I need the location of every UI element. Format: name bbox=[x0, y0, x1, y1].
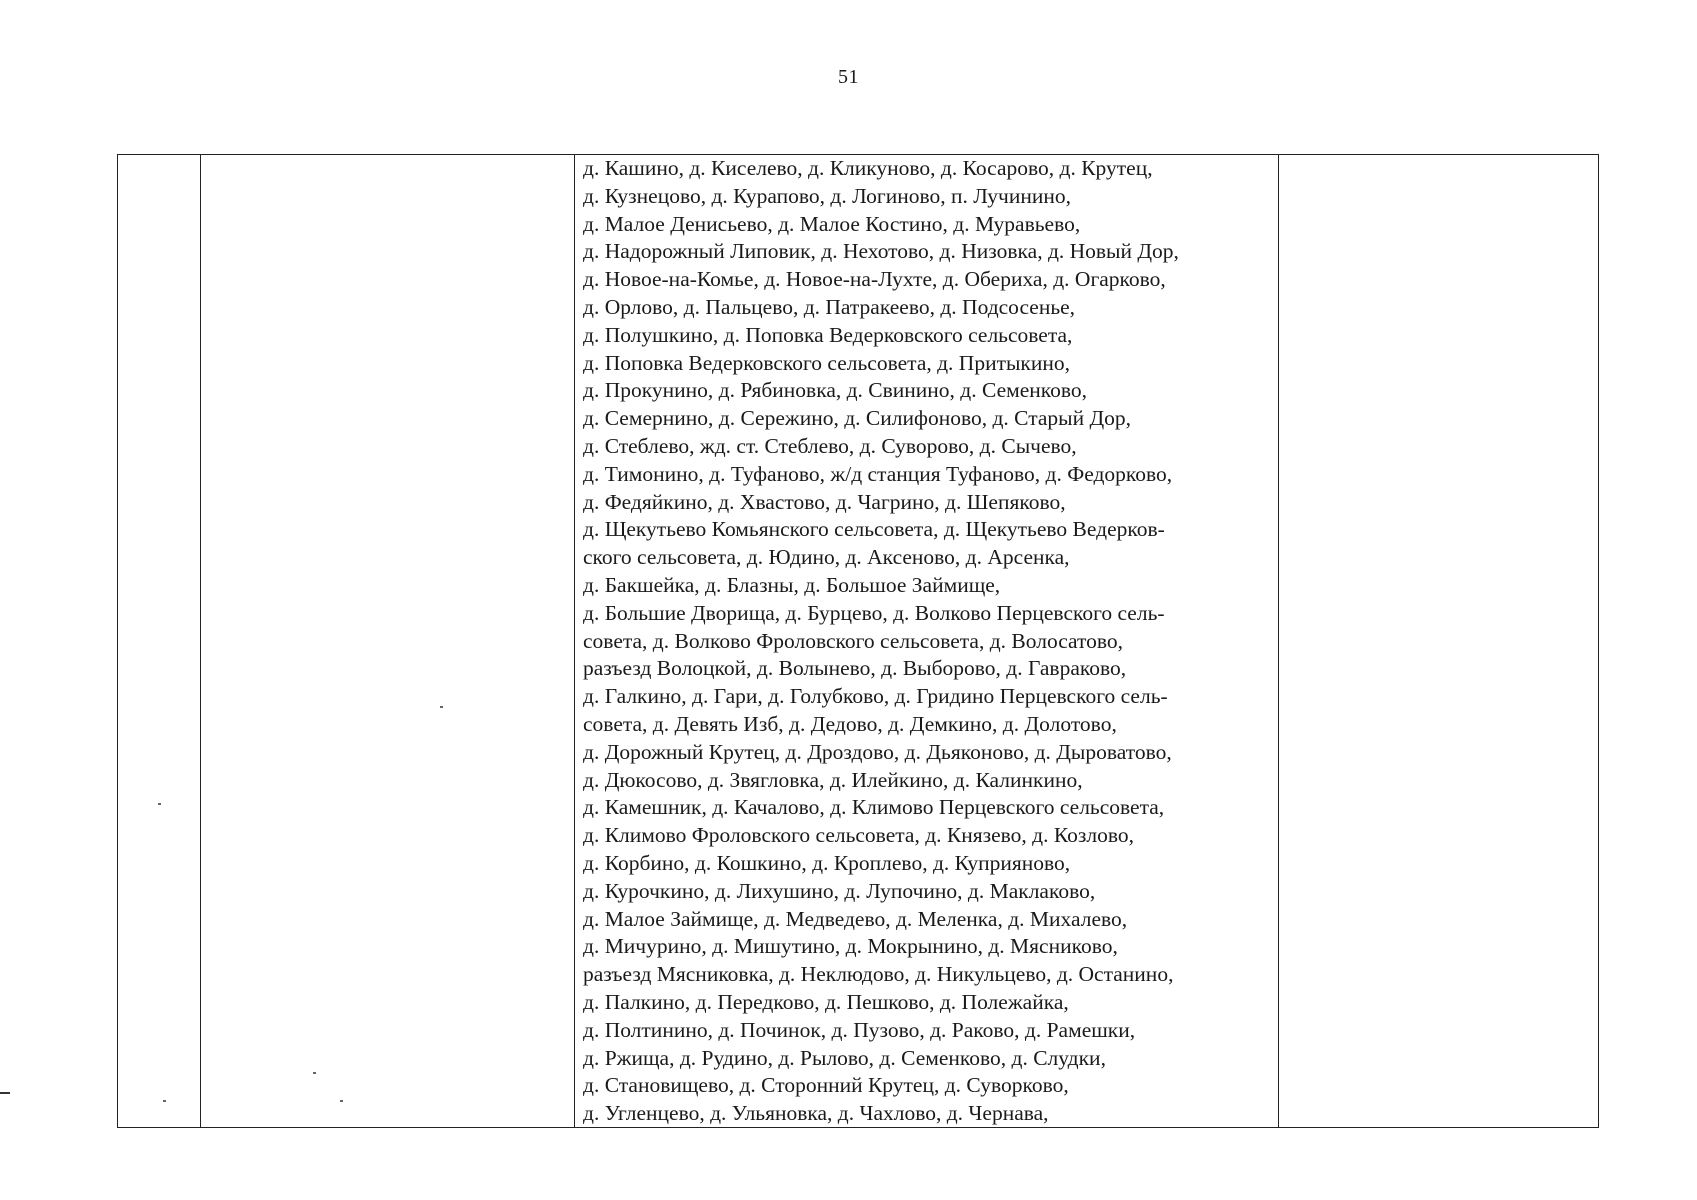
text-line: д. Малое Займище, д. Медведево, д. Меленка, д. Михалево, bbox=[583, 906, 1128, 931]
text-line: ского сельсовета, д. Юдино, д. Аксеново, д. Арсенка, bbox=[583, 545, 1070, 570]
text-line: д. Камешник, д. Качалово, д. Климово Перцевского сельсовета, bbox=[583, 795, 1165, 820]
scan-speck bbox=[158, 803, 161, 805]
text-line: д. Поповка Ведерковского сельсовета, д. Притыкино, bbox=[583, 350, 1071, 375]
text-line: д. Кашино, д. Киселево, д. Кликуново, д. Косарово, д. Крутец, bbox=[583, 156, 1153, 180]
text-line: д. Надорожный Липовик, д. Нехотово, д. Низовка, д. Новый Дор, bbox=[583, 239, 1179, 264]
column-divider bbox=[200, 155, 201, 1127]
scan-speck bbox=[440, 706, 443, 708]
settlements-list-cell bbox=[583, 155, 1273, 1128]
text-line: разъезд Мясниковка, д. Неклюдово, д. Никульцево, д. Останино, bbox=[583, 962, 1174, 987]
text-line: д. Кузнецово, д. Курапово, д. Логиново, п. Лучинино, bbox=[583, 183, 1071, 208]
text-line: д. Угленцево, д. Ульяновка, д. Чахлово, д. Чернава, bbox=[583, 1101, 1049, 1126]
text-line: д. Бакшейка, д. Блазны, д. Большое Займище, bbox=[583, 572, 1001, 597]
text-line: д. Большие Дворища, д. Бурцево, д. Волково Перцевского сель- bbox=[583, 600, 1165, 625]
text-line: д. Новое-на-Комье, д. Новое-на-Лухте, д. Обериха, д. Огарково, bbox=[583, 267, 1166, 292]
column-divider bbox=[1278, 155, 1279, 1127]
text-line: д. Прокунино, д. Рябиновка, д. Свинино, д. Семенково, bbox=[583, 378, 1088, 403]
text-line: д. Орлово, д. Пальцево, д. Патракеево, д. Подсосенье, bbox=[583, 294, 1076, 319]
text-line: д. Курочкино, д. Лихушино, д. Лупочино, д. Маклаково, bbox=[583, 878, 1096, 903]
scan-speck bbox=[340, 1100, 343, 1102]
text-line: д. Полтинино, д. Починок, д. Пузово, д. Раково, д. Рамешки, bbox=[583, 1017, 1136, 1042]
text-line: д. Ржища, д. Рудино, д. Рылово, д. Семенково, д. Слудки, bbox=[583, 1045, 1106, 1070]
scan-edge-mark bbox=[0, 1092, 10, 1094]
text-line: совета, д. Волково Фроловского сельсовета, д. Волосатово, bbox=[583, 628, 1124, 653]
text-line: д. Становищево, д. Сторонний Крутец, д. Суворково, bbox=[583, 1073, 1069, 1098]
text-line: д. Полушкино, д. Поповка Ведерковского сельсовета, bbox=[583, 322, 1073, 347]
text-line: разъезд Волоцкой, д. Волынево, д. Выборово, д. Гавраково, bbox=[583, 656, 1127, 681]
text-line: д. Дорожный Крутец, д. Дроздово, д. Дьяконово, д. Дыроватово, bbox=[583, 739, 1172, 764]
scan-speck bbox=[163, 1100, 166, 1102]
text-line: д. Стеблево, жд. ст. Стеблево, д. Суворово, д. Сычево, bbox=[583, 433, 1077, 458]
settlements-table bbox=[117, 154, 1599, 1128]
page-number: 51 bbox=[838, 66, 859, 88]
text-line: д. Палкино, д. Передково, д. Пешково, д. Полежайка, bbox=[583, 989, 1069, 1014]
text-line: д. Галкино, д. Гари, д. Голубково, д. Гридино Перцевского сель- bbox=[583, 684, 1168, 709]
text-line: д. Климово Фроловского сельсовета, д. Князево, д. Козлово, bbox=[583, 823, 1134, 848]
text-line: д. Мичурино, д. Мишутино, д. Мокрынино, д. Мясниково, bbox=[583, 934, 1118, 959]
text-line: д. Семернино, д. Сережино, д. Силифоново, д. Старый Дор, bbox=[583, 406, 1132, 431]
text-line: совета, д. Девять Изб, д. Дедово, д. Демкино, д. Долотово, bbox=[583, 711, 1117, 736]
text-line: д. Дюкосово, д. Звягловка, д. Илейкино, д. Калинкино, bbox=[583, 767, 1083, 792]
text-line: д. Федяйкино, д. Хвастово, д. Чагрино, д. Шепяково, bbox=[583, 489, 1066, 514]
text-line: д. Корбино, д. Кошкино, д. Кроплево, д. Куприяново, bbox=[583, 850, 1071, 875]
text-line: д. Тимонино, д. Туфаново, ж/д станция Туфаново, д. Федорково, bbox=[583, 461, 1173, 486]
scan-speck bbox=[313, 1072, 316, 1074]
text-line: д. Малое Денисьево, д. Малое Костино, д. Муравьево, bbox=[583, 211, 1081, 236]
text-line: д. Щекутьево Комьянского сельсовета, д. Щекутьево Ведерков- bbox=[583, 517, 1165, 542]
column-divider bbox=[574, 155, 575, 1127]
